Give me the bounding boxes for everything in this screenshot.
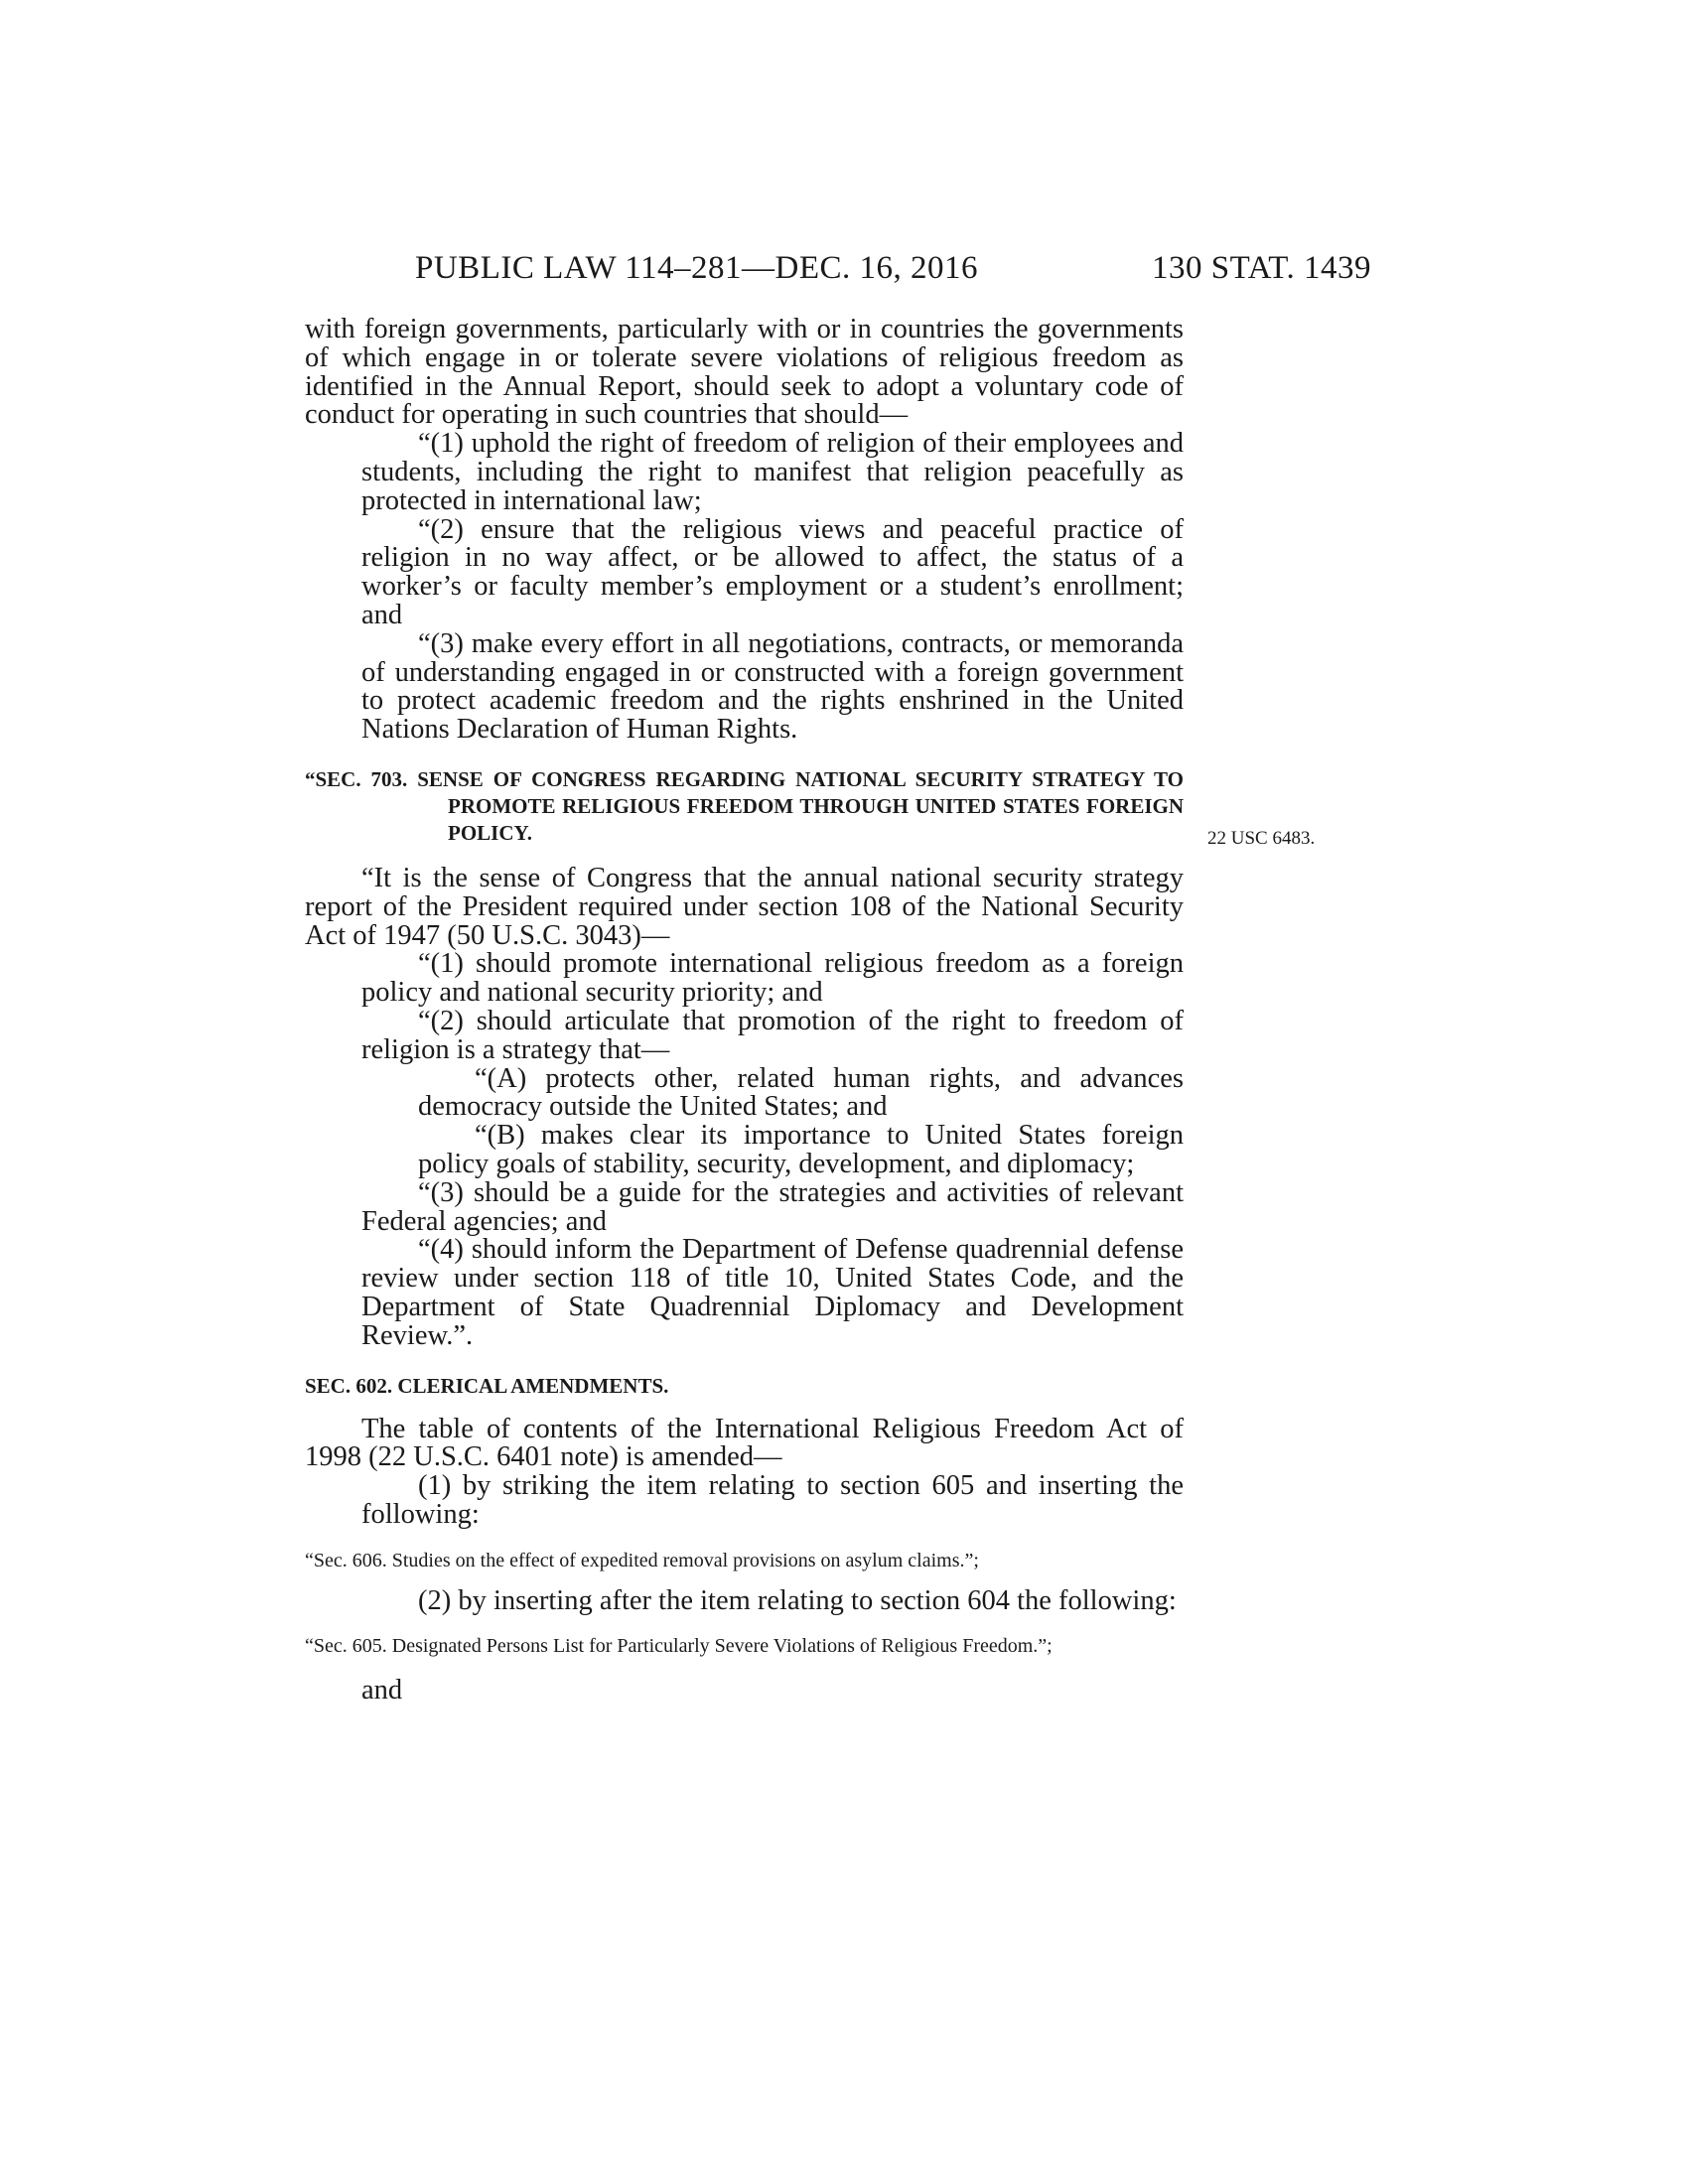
- section-703-heading: “SEC. 703. SENSE OF CONGRESS REGARDING NATIONAL SECURITY STRATEGY TO PROMOTE RELIGIOUS FREEDOM THROUGH UNITED STATES FOREIGN POLICY.: [305, 766, 1184, 845]
- page-body: [305, 316, 1184, 1706]
- section-703-item-3: “(3) should be a guide for the strategies and activities of relevant Federal agencies; and: [361, 1176, 1184, 1237]
- section-602-heading: SEC. 602. CLERICAL AMENDMENTS.: [305, 1373, 669, 1398]
- toc-entry-606: “Sec. 606. Studies on the effect of expedited removal provisions on asylum claims.”;: [305, 1549, 979, 1571]
- code-item-2: “(2) ensure that the religious views and peaceful practice of religion in no way affect, or be allowed to affect, the status of a worker’s or faculty member’s employment or a student’s enrollment; and: [361, 513, 1184, 630]
- section-703-subitem-b: “(B) makes clear its importance to United States foreign policy goals of stability, security, development, and diplomacy;: [418, 1120, 1184, 1179]
- code-item-1: “(1) uphold the right of freedom of religion of their employees and students, including the right to manifest that religion peacefully as protected in international law;: [361, 428, 1184, 516]
- intro-paragraph: with foreign governments, particularly with or in countries the governments of which engage in or tolerate severe violations of religious freedom as identified in the Annual Report, should seek to adopt a voluntary code of conduct for operating in such countries that should—: [305, 314, 1184, 431]
- section-703-item-1: “(1) should promote international religious freedom as a foreign policy and national security priority; and: [361, 948, 1184, 1009]
- closing-conjunction: and: [361, 1675, 403, 1706]
- toc-entry-605: “Sec. 605. Designated Persons List for Particularly Severe Violations of Religious Freedom.”;: [305, 1635, 1053, 1658]
- running-header-page-number: 130 STAT. 1439: [1152, 250, 1372, 286]
- section-703-item-2: “(2) should articulate that promotion of the right to freedom of religion is a strategy that—: [361, 1005, 1184, 1065]
- section-703-intro: “It is the sense of Congress that the annual national security strategy report of the President required under section 108 of the National Security Act of 1947 (50 U.S.C. 3043)—: [305, 862, 1184, 951]
- section-602-intro: The table of contents of the International Religious Freedom Act of 1998 (22 U.S.C. 6401 note) is amended—: [305, 1413, 1184, 1473]
- section-602-item-2: (2) by inserting after the item relating to section 604 the following:: [418, 1584, 1177, 1616]
- running-header-law-number: PUBLIC LAW 114–281—DEC. 16, 2016: [415, 250, 979, 286]
- section-703-item-4: “(4) should inform the Department of Defense quadrennial defense review under section 118 of title 10, United States Code, and the Department of State Quadrennial Diplomacy and Development Review.”.: [361, 1234, 1184, 1351]
- section-703-subitem-a: “(A) protects other, related human rights, and advances democracy outside the United States; and: [418, 1062, 1184, 1123]
- code-item-3: “(3) make every effort in all negotiations, contracts, or memoranda of understanding engaged in or constructed with a foreign government to protect academic freedom and the rights enshrined in the United Nations Declaration of Human Rights.: [361, 627, 1184, 746]
- section-602-item-1: (1) by striking the item relating to section 605 and inserting the following:: [361, 1470, 1184, 1530]
- margin-citation-note: 22 USC 6483.: [1207, 828, 1316, 849]
